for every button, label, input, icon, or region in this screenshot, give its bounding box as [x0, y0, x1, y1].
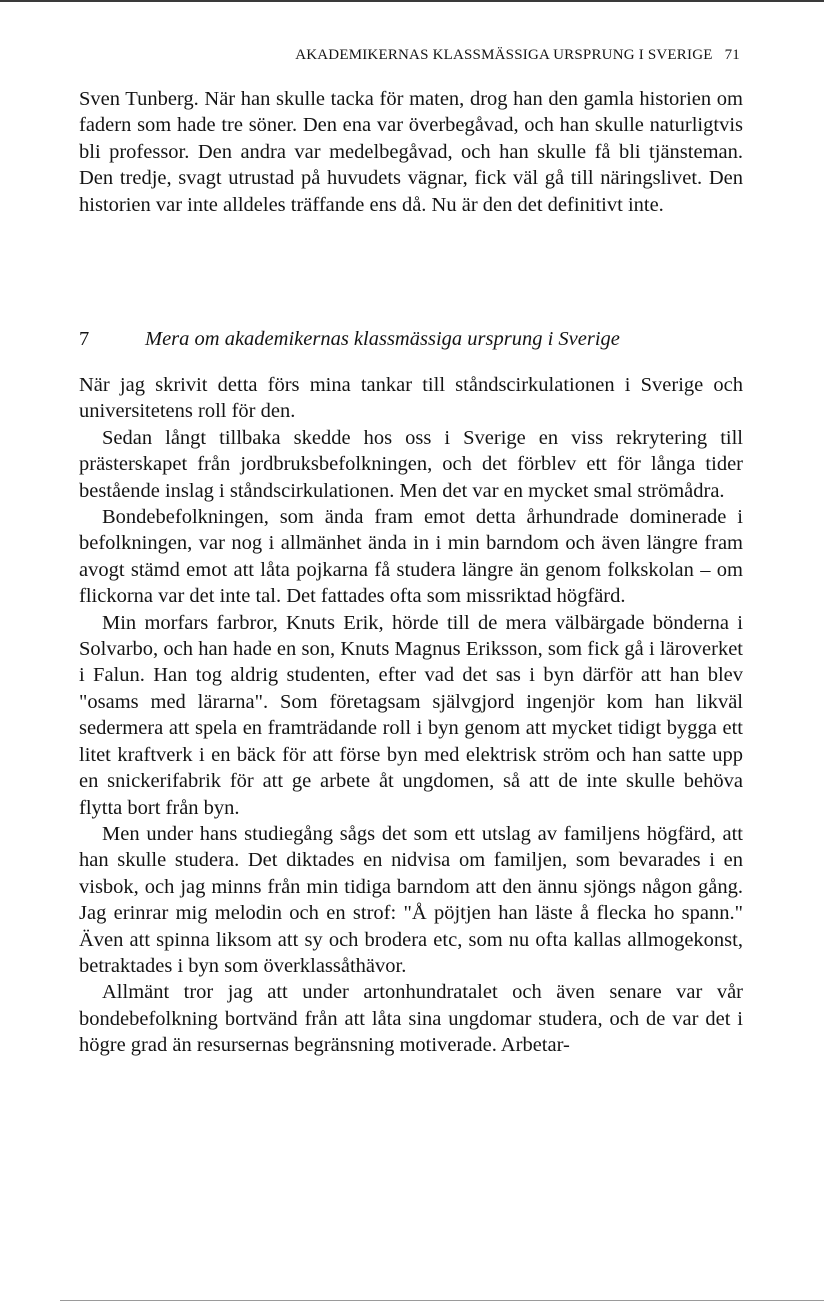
paragraph: Allmänt tror jag att under artonhundratalet och även senare var vår bondebefolkning bortvänd från att låta sina ungdomar studera, och de var det i högre grad än resursernas begränsning motiverade. Arbetar-: [79, 981, 743, 1057]
paragraph: Bondebefolkningen, som ända fram emot detta århundrade dominerade i befolkningen, var nog i allmänhet ända in i min barndom och även längre fram avogt stämd emot att låta pojkarna få studera längre än genom folkskolan – om flickorna var det inte tal. Det fattades ofta som missriktad högfärd.: [79, 506, 743, 608]
paragraph: När jag skrivit detta förs mina tankar till ståndscirkulationen i Sverige och universitetens roll för den.: [79, 374, 743, 423]
chapter-body: [79, 372, 743, 1059]
top-rule: [0, 0, 824, 2]
chapter-heading: [79, 326, 743, 352]
chapter-number: 7: [79, 328, 90, 350]
paragraph: Min morfars farbror, Knuts Erik, hörde till de mera välbärgade bönderna i Solvarbo, och han hade en son, Knuts Magnus Eriksson, som fick gå i läroverket i Falun. Han tog aldrig studenten, efter vad det sas i byn därför att han blev "osams med lärarna". Som företagsam självgjord ingenjör kom han likväl sedermera att spela en framträdande roll i byn genom att mycket tidigt bygga ett litet kraftverk i en bäck för att förse byn med elektrisk ström och han satte upp en snickerifabrik för att ge arbete åt ungdomen, så att de inte skulle behöva flytta bort från byn.: [79, 611, 743, 819]
running-title: AKADEMIKERNAS KLASSMÄSSIGA URSPRUNG I SVERIGE: [295, 47, 713, 63]
paragraph: Sedan långt tillbaka skedde hos oss i Sverige en viss rekrytering till prästerskapet från jordbruksbefolkningen, och det förblev ett för långa tider bestående inslag i ståndscirkulationen. Men det var en mycket smal strömådra.: [79, 426, 743, 502]
chapter-title: Mera om akademikernas klassmässiga ursprung i Sverige: [145, 328, 620, 350]
intro-paragraph: Sven Tunberg. När han skulle tacka för maten, drog han den gamla historien om fadern som hade tre söner. Den ena var överbegåvad, och han skulle naturligtvis bli professor. Den andra var medelbegåvad, och han skulle få bli tjänsteman. Den tredje, svagt utrustad på huvudets vägnar, fick väl gå till näringslivet. Den historien var inte alldeles träffande ens då. Nu är den det definitivt inte.: [79, 88, 743, 216]
running-head: [0, 47, 740, 64]
page-number: 71: [724, 47, 740, 63]
bottom-rule: [60, 1300, 824, 1301]
paragraph: Men under hans studiegång sågs det som ett utslag av familjens högfärd, att han skulle studera. Det diktades en nidvisa om familjen, som bevarades i en visbok, och jag minns från min tidiga barndom att den ännu sjöngs någon gång. Jag erinrar mig melodin och en strof: "Å pöjtjen han läste å flecka ho spann." Även att spinna liksom att sy och brodera etc, som nu ofta kallas allmogekonst, betraktades i byn som överklassåthävor.: [79, 822, 743, 977]
